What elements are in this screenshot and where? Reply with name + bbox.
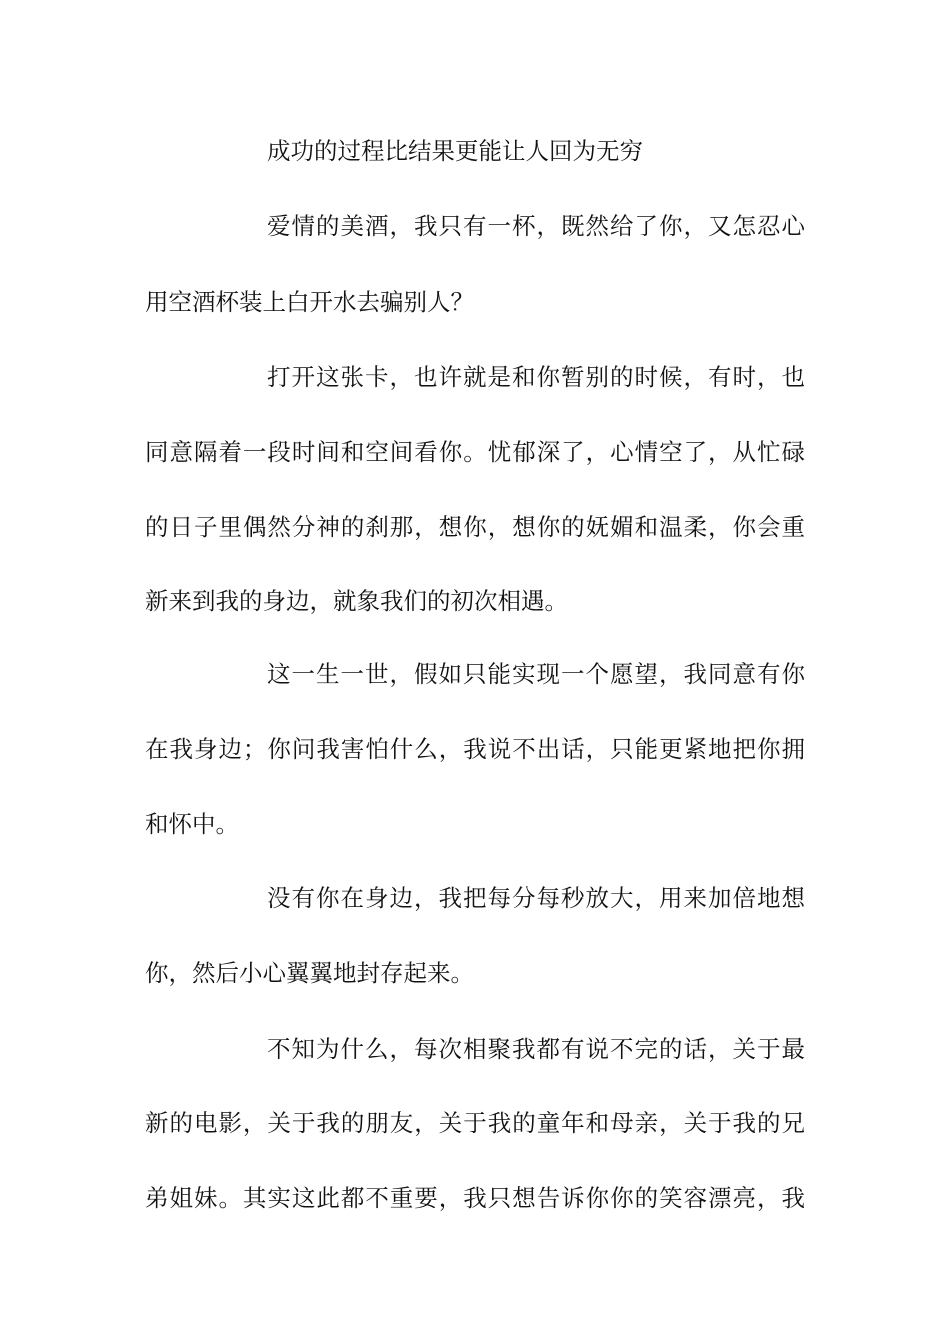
paragraph-1-line-1: 成功的过程比结果更能让人回为无穷 — [267, 137, 643, 165]
paragraph-3-line-1: 打开这张卡，也许就是和你暂别的时候，有时，也 — [267, 363, 805, 391]
paragraph-4-line-3: 和怀中。 — [145, 810, 239, 838]
paragraph-3-line-3: 的日子里偶然分神的刹那，想你，想你的妩媚和温柔，你会重 — [145, 513, 805, 541]
paragraph-6-line-1: 不知为什么，每次相聚我都有说不完的话，关于最 — [267, 1035, 805, 1063]
paragraph-2-line-1: 爱情的美酒，我只有一杯，既然给了你，又怎忍心 — [267, 212, 805, 240]
paragraph-6-line-3: 弟姐妹。其实这此都不重要，我只想告诉你你的笑容漂亮，我 — [145, 1184, 805, 1212]
paragraph-6-line-2: 新的电影，关于我的朋友，关于我的童年和母亲，关于我的兄 — [145, 1109, 805, 1137]
paragraph-5-line-1: 没有你在身边，我把每分每秒放大，用来加倍地想 — [267, 884, 805, 912]
paragraph-4-line-2: 在我身边；你问我害怕什么，我说不出话，只能更紧地把你拥 — [145, 735, 805, 763]
paragraph-3-line-4: 新来到我的身边，就象我们的初次相遇。 — [145, 587, 568, 615]
paragraph-2-line-2: 用空酒杯装上白开水去骗别人？ — [145, 288, 474, 316]
paragraph-4-line-1: 这一生一世，假如只能实现一个愿望，我同意有你 — [267, 660, 805, 688]
paragraph-5-line-2: 你，然后小心翼翼地封存起来。 — [145, 959, 474, 987]
paragraph-3-line-2: 同意隔着一段时间和空间看你。忧郁深了，心情空了，从忙碌 — [145, 438, 805, 466]
